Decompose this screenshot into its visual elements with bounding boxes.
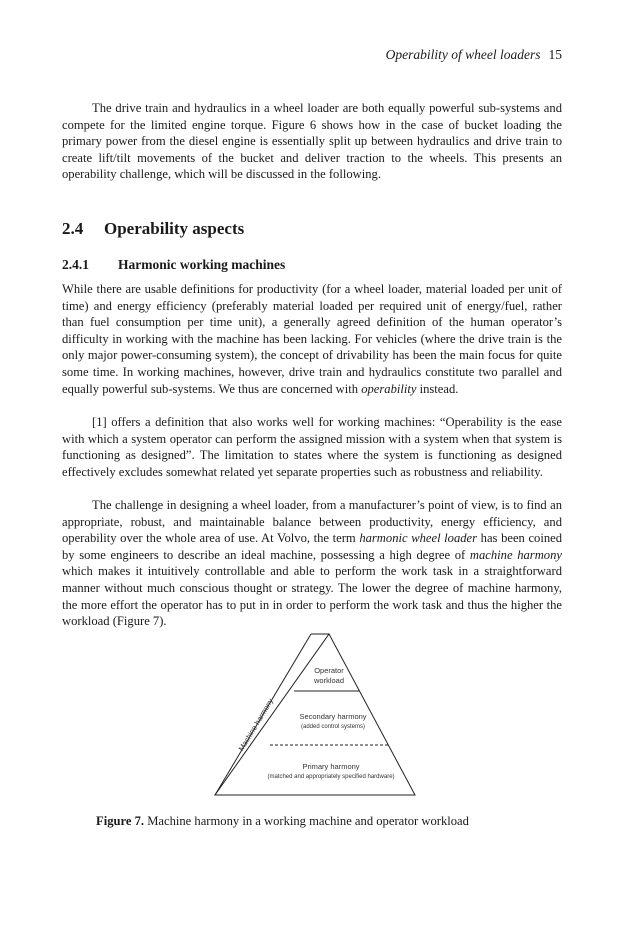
paragraph-harmonic-text-b: has been coined by some engineers to describe an ideal machine, possessing a high degree of <box>62 531 563 562</box>
page-number: 15 <box>548 47 562 62</box>
paragraph-harmonic-text-c: which makes it intuitively controllable and able to perform the work task in a straightforward manner without much conscious thought or strategy. The lower the degree of machine harmony, the more effort the operator has to put in in order to perform the work task and thus the higher the workload (Figure 7). <box>62 564 562 629</box>
paragraph-operability <box>62 281 562 397</box>
primary-harmony-sublabel: (matched and appropriately specified hardware) <box>267 774 395 780</box>
primary-harmony-label: Primary harmony <box>302 762 360 771</box>
subsection-title: Harmonic working machines <box>118 257 286 272</box>
subsection-number: 2.4.1 <box>62 257 89 272</box>
intro-paragraph: The drive train and hydraulics in a wheel loader are both equally powerful sub-systems and compete for the limited engine torque. Figure 6 shows how in the case of bucket loading the primary power from the diesel engine is essentially split up between hydraulics and drive train to create lift/tilt movements of the bucket and deliver traction to the wheels. This presents an operability challenge, which will be discussed in the following. <box>62 101 562 182</box>
figure-caption <box>96 814 469 829</box>
paragraph-harmonic-text-a: The challenge in designing a wheel loader, from a manufacturer’s point of view, is to find an appropriate, robust, and maintainable balance between productivity, energy efficiency, and operability over the whole area of use. At Volvo, the term <box>62 498 562 546</box>
operator-workload-label-2: workload <box>313 676 345 685</box>
section-number: 2.4 <box>62 219 84 238</box>
term-machine-harmony: machine harmony <box>469 547 562 562</box>
paragraph-operability-text-b: instead. <box>416 381 459 396</box>
section-heading <box>62 219 244 239</box>
figure-caption-label: Figure 7. <box>96 814 145 828</box>
figure-caption-text: Machine harmony in a working machine and operator workload <box>144 814 469 828</box>
running-header <box>62 47 562 63</box>
paragraph-harmonic <box>62 497 562 630</box>
header-title: Operability of wheel loaders <box>385 47 541 62</box>
term-harmonic-wheel-loader: harmonic wheel loader <box>359 531 478 546</box>
section-title: Operability aspects <box>104 219 245 238</box>
term-operability: operability <box>361 381 417 396</box>
paragraph-operability-text-a: While there are usable definitions for productivity (for a wheel loader, material loaded per unit of time) and energy efficiency (preferably material loaded per required unit of energy/fuel, rather than fuel consumption per time unit), a generally agreed definition of the human operator’s difficulty in working with the machine has been lacking. For vehicles (where the drive train is the only major power-consuming system), the concept of drivability has been the main focus for quite some time. In working machines, however, drive train and hydraulics constitute two parallel and equally powerful sub-systems. We thus are concerned with <box>62 282 562 396</box>
operator-workload-label-1: Operator <box>314 666 344 675</box>
machine-harmony-side-label: Machine harmony <box>236 696 276 753</box>
paragraph-definition: [1] offers a definition that also works well for working machines: “Operability is the ease with which a system operator can perform the assigned mission with a system when that system is functioning as designed”. The limitation to states where the system is functioning as designed effectively excludes somewhat related yet separate properties such as robustness and reliability. <box>62 415 562 479</box>
subsection-heading <box>62 257 285 273</box>
secondary-harmony-label: Secondary harmony <box>299 712 367 721</box>
machine-harmony-diagram <box>210 632 420 798</box>
secondary-harmony-sublabel: (added control systems) <box>300 724 366 730</box>
